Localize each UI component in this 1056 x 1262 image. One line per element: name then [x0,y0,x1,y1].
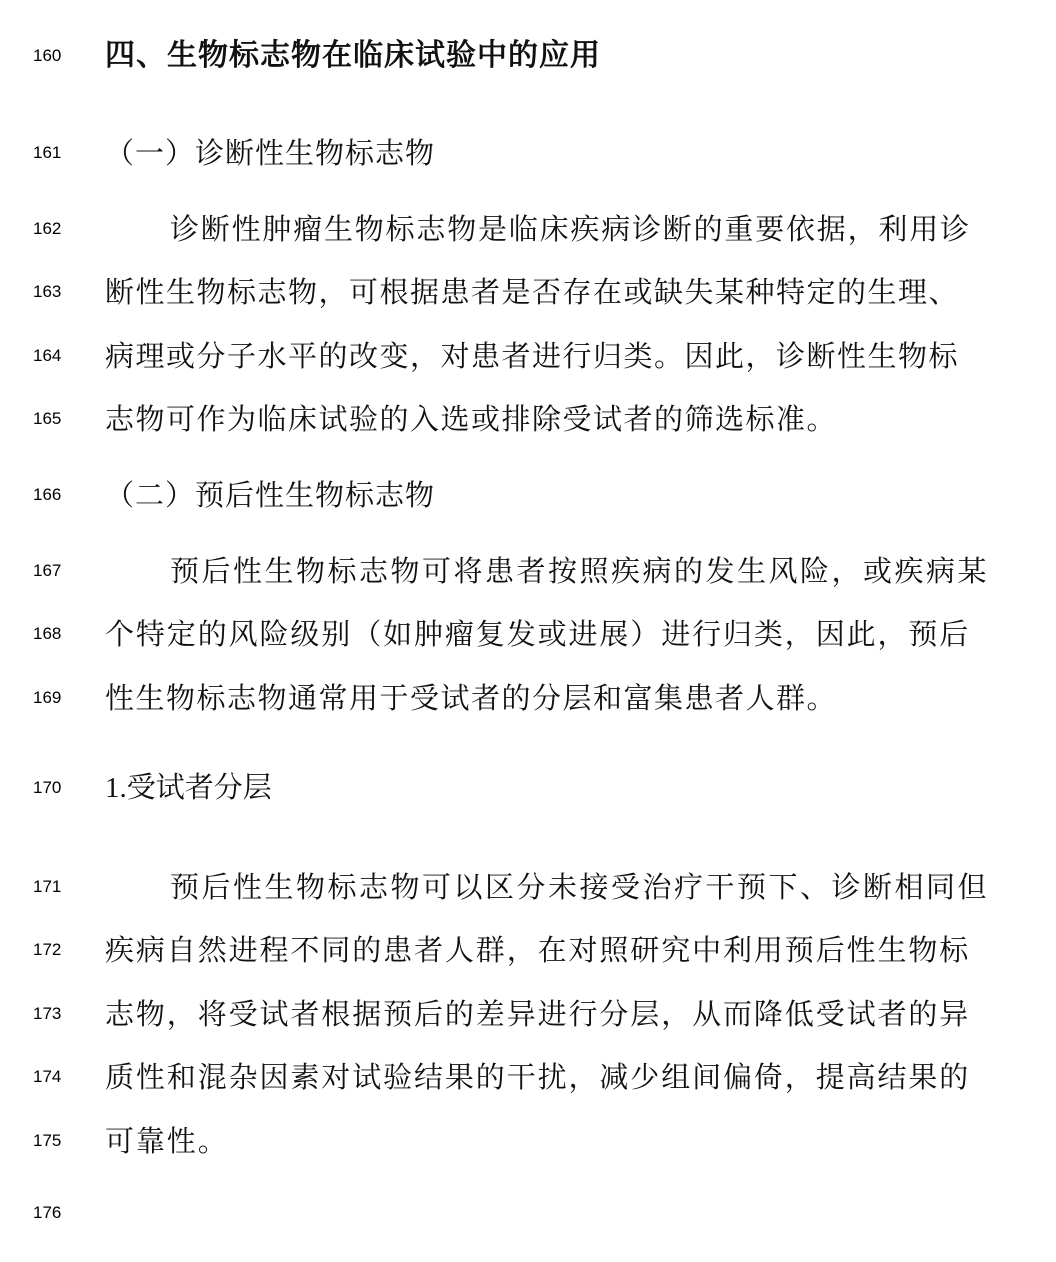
line-163 [0,262,1056,322]
line-number: 172 [33,940,62,959]
line-number: 162 [33,219,62,238]
paragraph-line: 预后性生物标志物可将患者按照疾病的发生风险，或疾病某 [170,554,990,588]
line-165 [0,389,1056,449]
line-169 [0,668,1056,728]
line-number: 160 [33,46,62,65]
paragraph-line: 质性和混杂因素对试验结果的干扰，减少组间偏倚，提高结果的 [105,1060,971,1094]
line-number: 166 [33,485,62,504]
paragraph-line: 断性生物标志物，可根据患者是否存在或缺失某种特定的生理、 [105,275,960,309]
paragraph-line: 疾病自然进程不同的患者人群，在对照研究中利用预后性生物标 [105,933,971,967]
line-170 [0,758,1056,818]
paragraph-line: 诊断性肿瘤生物标志物是临床疾病诊断的重要依据，利用诊 [170,212,971,246]
paragraph-line: 志物，将受试者根据预后的差异进行分层，从而降低受试者的异 [105,997,971,1031]
line-171 [0,857,1056,917]
line-number: 167 [33,561,62,580]
numbered-heading: 1.受试者分层 [105,772,272,804]
paragraph-line: 志物可作为临床试验的入选或排除受试者的筛选标准。 [105,402,838,436]
line-number: 163 [33,282,62,301]
line-168 [0,604,1056,664]
line-number: 175 [33,1131,62,1150]
line-164 [0,326,1056,386]
line-161 [0,123,1056,183]
section-heading: 四、生物标志物在临床试验中的应用 [105,38,601,73]
line-174 [0,1047,1056,1107]
line-number: 168 [33,624,62,643]
line-172 [0,920,1056,980]
line-175 [0,1111,1056,1171]
line-number: 176 [33,1203,62,1222]
paragraph-line: 可靠性。 [105,1124,229,1158]
line-number: 170 [33,778,62,797]
paragraph-line: 个特定的风险级别（如肿瘤复发或进展）进行归类，因此，预后 [105,617,971,651]
subsection-heading: （二）预后性生物标志物 [105,478,436,512]
line-number: 173 [33,1004,62,1023]
paragraph-line: 预后性生物标志物可以区分未接受治疗干预下、诊断相同但 [170,870,990,904]
line-number: 169 [33,688,62,707]
line-number: 171 [33,877,62,896]
line-number: 165 [33,409,62,428]
line-176 [0,1183,1056,1243]
line-173 [0,984,1056,1044]
paragraph-line: 病理或分子水平的改变，对患者进行归类。因此，诊断性生物标 [105,339,960,373]
line-number: 174 [33,1067,62,1086]
line-number: 164 [33,346,62,365]
line-162 [0,199,1056,259]
line-160 [0,26,1056,86]
line-number: 161 [33,143,62,162]
line-166 [0,465,1056,525]
subsection-heading: （一）诊断性生物标志物 [105,136,436,170]
line-167 [0,541,1056,601]
paragraph-line: 性生物标志物通常用于受试者的分层和富集患者人群。 [105,681,838,715]
